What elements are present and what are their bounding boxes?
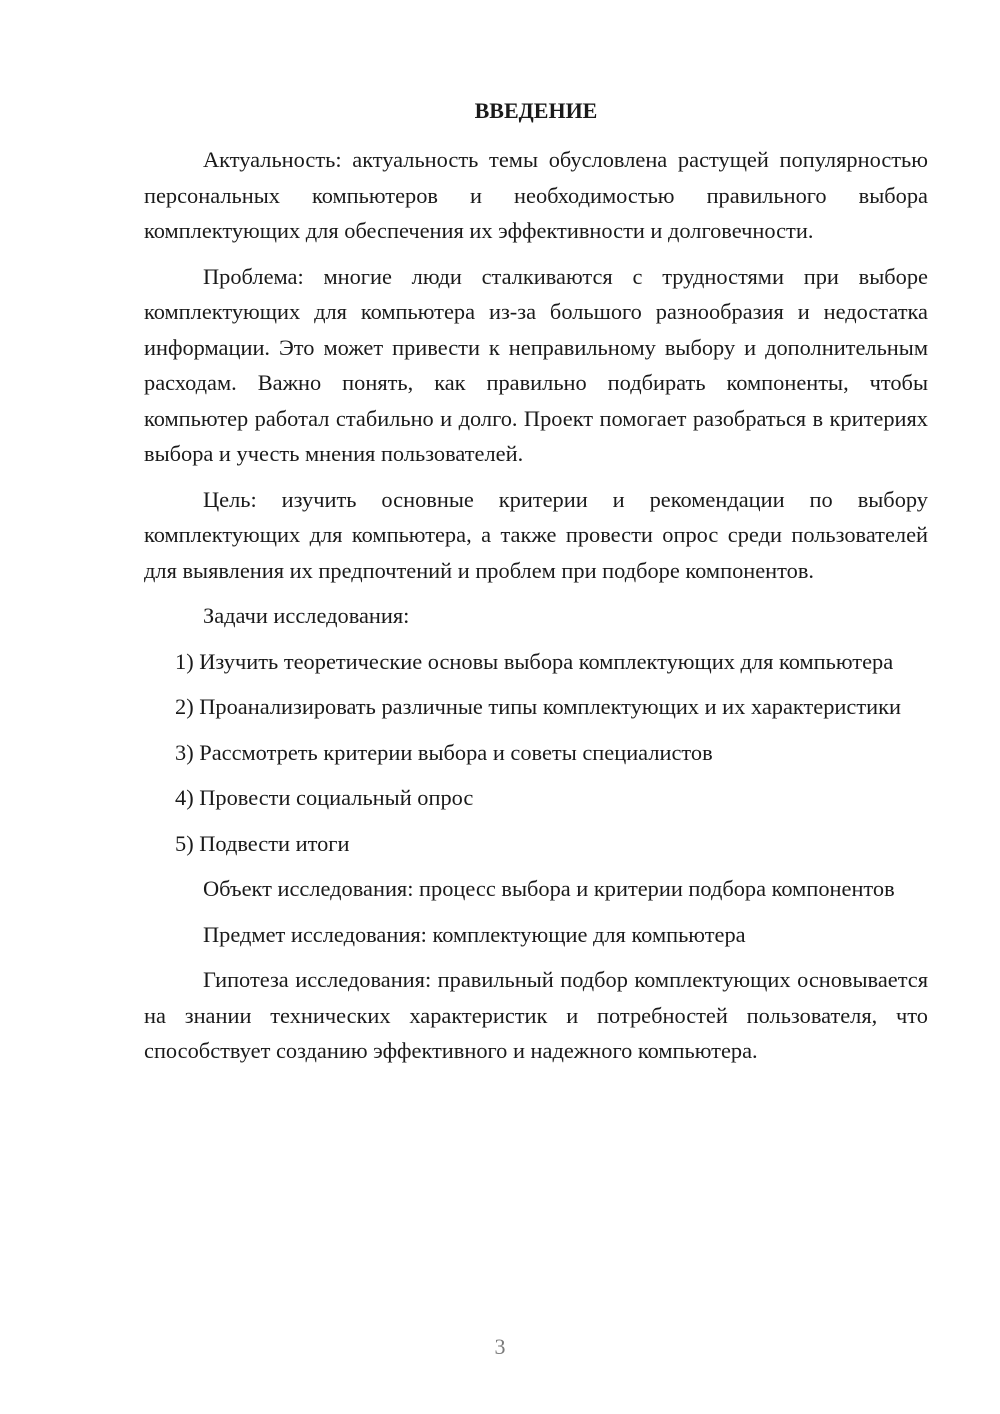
problem-paragraph: Проблема: многие люди сталкиваются с трудностями при выборе комплектующих для компьютера из-за большого разнообразия и недостатка информации. Это может привести к неправильному выбору и дополнительным расходам. Важно понять, как правильно подбирать компоненты, чтобы компьютер работал стабильно и долго. Проект помогает разобраться в критериях выбора и учесть мнения пользователей. — [144, 263, 928, 466]
task-item: 5) Подвести итоги — [175, 830, 350, 856]
tasks-heading: Задачи исследования: — [203, 603, 410, 628]
task-item: 1) Изучить теоретические основы выбора комплектующих для компьютера — [175, 648, 894, 674]
page-body — [144, 142, 928, 1079]
hypothesis-paragraph: Гипотеза исследования: правильный подбор комплектующих основывается на знании технических характеристик и потребностей пользователя, что способствует созданию эффективного и надежного компьютера. — [144, 967, 928, 1063]
page-number: 3 — [494, 1334, 506, 1359]
subject-paragraph: Предмет исследования: комплектующие для компьютера — [203, 921, 746, 947]
task-item: 4) Провести социальный опрос — [175, 785, 474, 810]
page-title: ВВЕДЕНИЕ — [474, 98, 598, 123]
object-paragraph: Объект исследования: процесс выбора и критерии подбора компонентов — [203, 876, 895, 901]
task-item: 2) Проанализировать различные типы комплектующих и их характеристики — [175, 694, 901, 719]
goal-paragraph: Цель: изучить основные критерии и рекомендации по выбору комплектующих для компьютера, а также провести опрос среди пользователей для выявления их предпочтений и проблем при подборе компонентов. — [144, 486, 928, 583]
relevance-paragraph: Актуальность: актуальность темы обусловлена растущей популярностью персональных компьютеров и необходимостью правильного выбора комплектующих для обеспечения их эффективности и долговечности. — [144, 147, 928, 243]
task-item: 3) Рассмотреть критерии выбора и советы специалистов — [175, 739, 713, 765]
